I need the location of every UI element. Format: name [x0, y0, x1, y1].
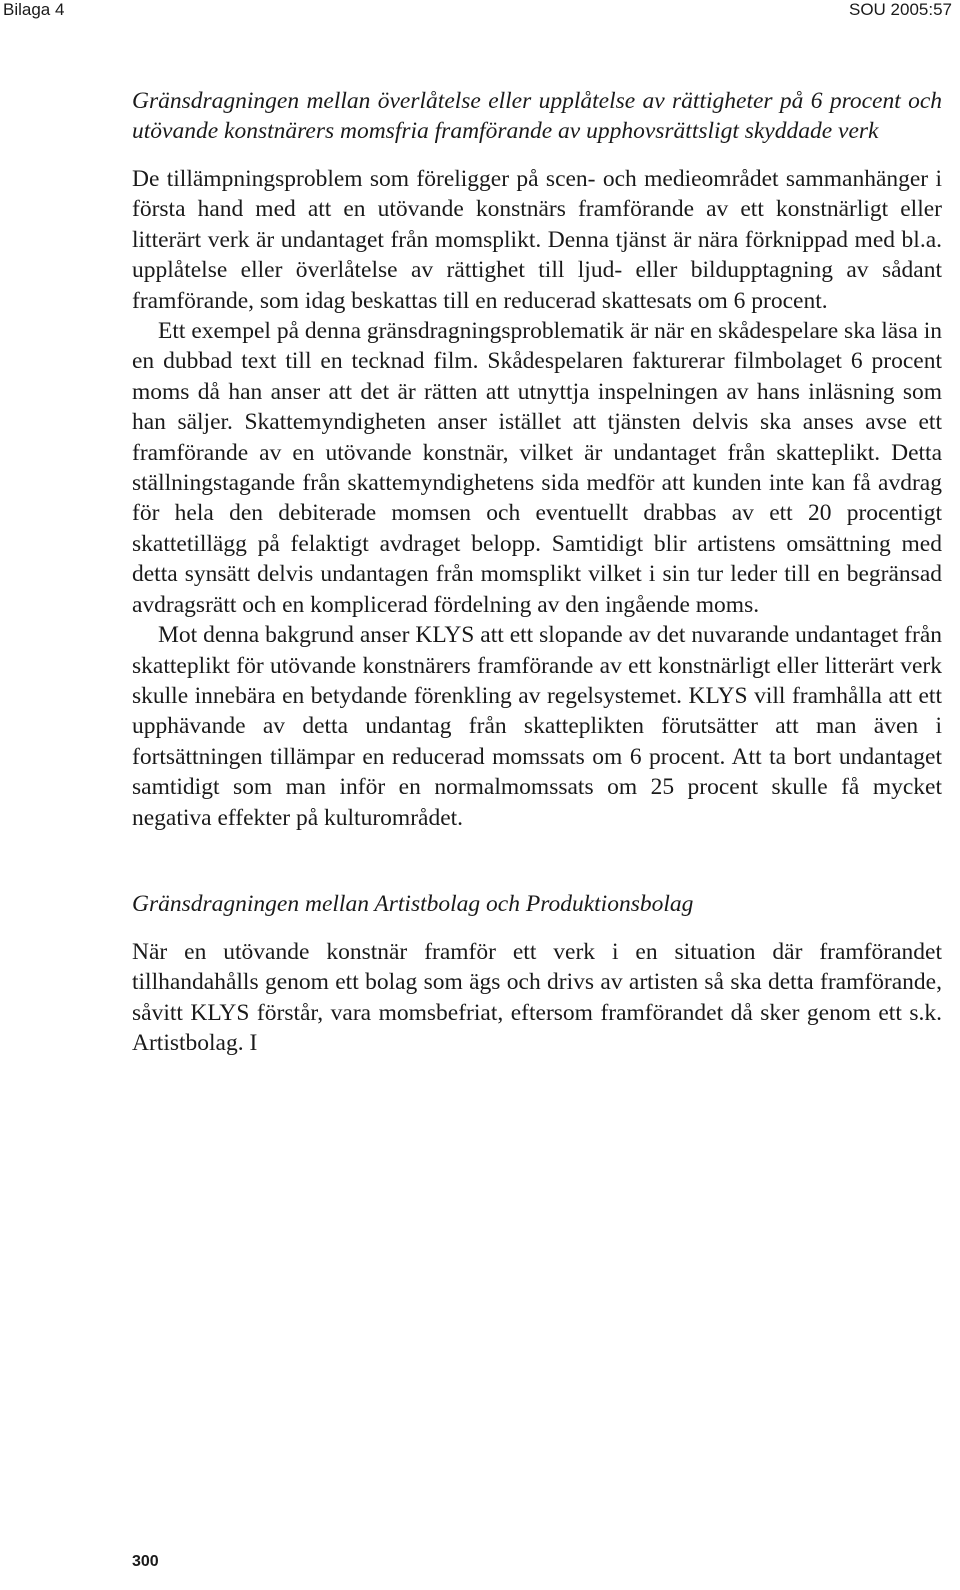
running-header — [0, 0, 960, 24]
body-paragraph: Ett exempel på denna gränsdragningsproblematik är när en skådespelare ska läsa in en dubbad text till en tecknad film. Skådespelaren fakturerar filmbolaget 6 procent moms då han anser att det är rätten att utnyttja inspelningen av hans inläsning som han säljer. Skattemyndigheten anser istället att tjänsten delvis ska anses avse ett framförande av en utövande konstnär, vilket är undantaget från skatteplikt. Detta ställningstagande från skattemyndighetens sida medför att kunden inte kan få avdrag för hela den debiterade momsen och eventuellt drabbas av ett 20 procentigt skattetillägg på felaktigt avdraget belopp. Samtidigt blir artistens omsättning med detta synsätt delvis undantagen från momsplikt vilket i sin tur leder till en begränsad avdragsrätt och en komplicerad fördelning av den ingående moms. — [132, 318, 942, 618]
header-report-number: SOU 2005:57 — [848, 0, 952, 19]
header-appendix-label: Bilaga 4 — [3, 0, 65, 19]
section-heading: Gränsdragningen mellan överlåtelse eller upplåtelse av rättigheter på 6 procent och utövande konstnärers momsfria framförande av upphovsrättsligt skyddade verk — [132, 88, 942, 144]
document-body — [132, 86, 942, 1059]
page-number: 300 — [132, 1553, 159, 1570]
body-paragraph: De tillämpningsproblem som föreligger på scen- och medieområdet sammanhänger i första hand med att en utövande konstnärs framförande av ett konstnärligt eller litterärt verk är undantaget från momsplikt. Denna tjänst är nära förknippad med bl.a. upplåtelse eller överlåtelse av rättighet till ljud- eller bildupptagning av sådant framförande, som idag beskattas till en reducerad skattesats om 6 procent. — [132, 166, 942, 314]
body-paragraph: Mot denna bakgrund anser KLYS att ett slopande av det nuvarande undantaget från skatteplikt för utövande konstnärers framförande av ett konstnärligt eller litterärt verk skulle innebära en betydande förenkling av regelsystemet. KLYS vill framhålla att ett upphävande av detta undantag från skatteplikten förutsätter att man även i fortsättningen tillämpar en reducerad momssats om 6 procent. Att ta bort undantaget samtidigt som man inför en normalmomssats om 25 procent skulle få mycket negativa effekter på kulturområdet. — [132, 622, 942, 831]
section-heading: Gränsdragningen mellan Artistbolag och Produktionsbolag — [132, 890, 694, 917]
body-paragraph: När en utövande konstnär framför ett verk i en situation där framförandet tillhandahålls genom ett bolag som ägs och drivs av artisten så ska detta framförande, såvitt KLYS förstår, vara momsbefriat, eftersom framförandet då sker genom ett s.k. Artistbolag. I — [132, 938, 942, 1057]
